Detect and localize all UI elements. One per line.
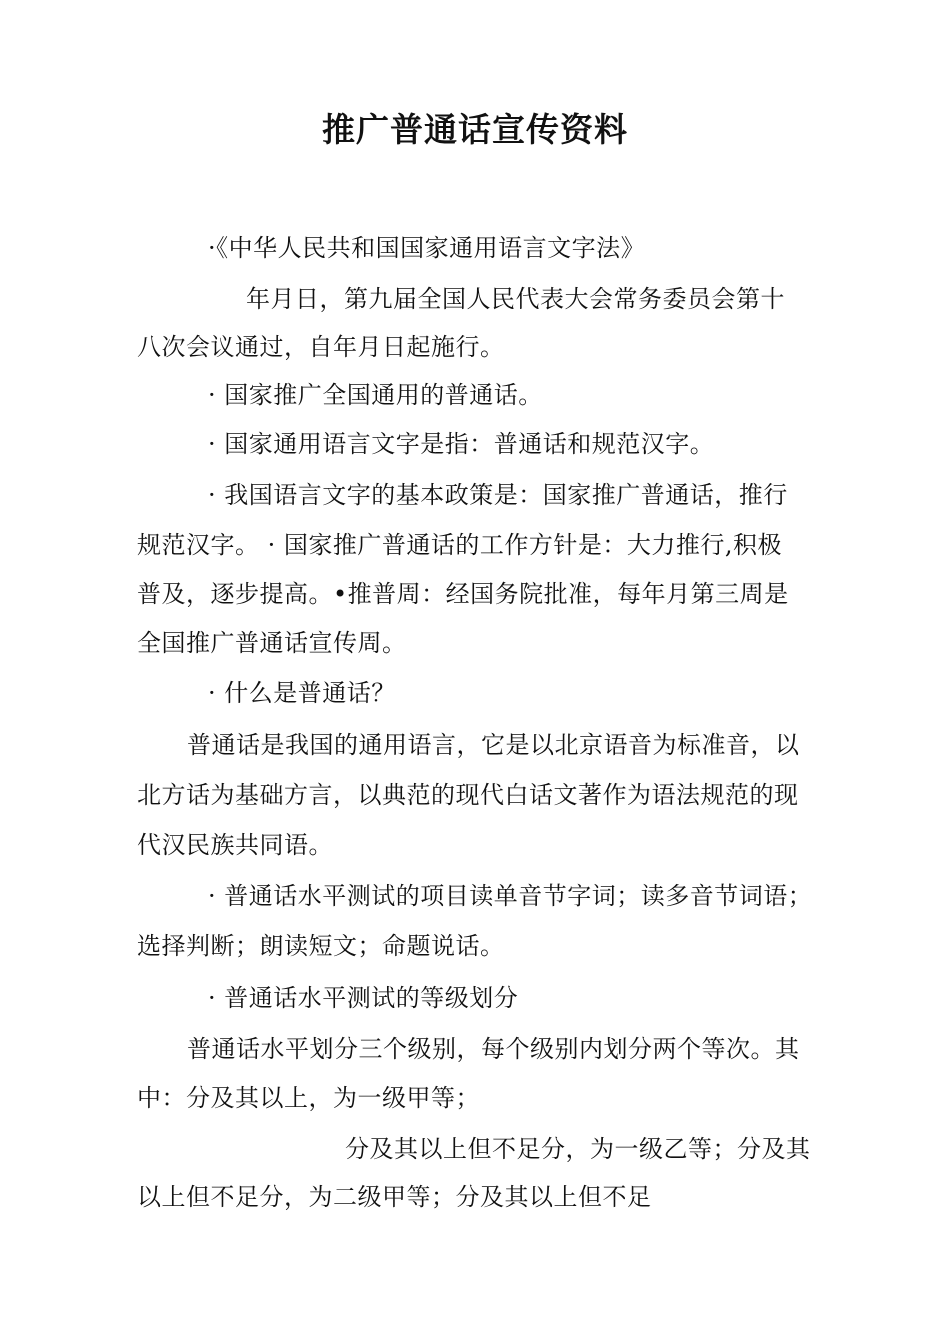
paragraph-line: 普及，逐步提高。•推普周：经国务院批准，每年月第三周是 [137, 580, 789, 608]
document-title: 推广普通话宣传资料 [322, 110, 628, 149]
paragraph-line: · 国家推广全国通用的普通话。 [208, 381, 543, 409]
paragraph-line: · 普通话水平测试的项目读单音节字词；读多音节词语； [208, 882, 813, 910]
paragraph-line: 北方话为基础方言，以典范的现代白话文著作为语法规范的现 [137, 781, 799, 809]
paragraph-line: 以上但不足分，为二级甲等；分及其以上但不足 [137, 1183, 652, 1211]
paragraph-line: ·《中华人民共和国国家通用语言文字法》 [208, 234, 646, 262]
paragraph-line: 分及其以上但不足分，为一级乙等；分及其 [345, 1135, 811, 1163]
paragraph-line: · 普通话水平测试的等级划分 [208, 984, 519, 1012]
paragraph-line: 选择判断；朗读短文；命题说话。 [137, 932, 505, 960]
paragraph-line: 代汉民族共同语。 [137, 831, 333, 859]
paragraph-line: 八次会议通过，自年月日起施行。 [137, 333, 505, 361]
paragraph-line: 年月日，第九届全国人民代表大会常务委员会第十 [246, 285, 785, 313]
paragraph-line: 全国推广普通话宣传周。 [137, 629, 407, 657]
paragraph-line: 中：分及其以上，为一级甲等； [137, 1084, 480, 1112]
paragraph-line: 普通话水平划分三个级别，每个级别内划分两个等次。其 [187, 1035, 800, 1063]
paragraph-line: · 什么是普通话？ [208, 679, 396, 707]
paragraph-line: · 我国语言文字的基本政策是：国家推广普通话，推行 [208, 481, 788, 509]
paragraph-line: · 国家通用语言文字是指：普通话和规范汉字。 [208, 430, 715, 458]
paragraph-line: 规范汉字。 · 国家推广普通话的工作方针是：大力推行,积极 [137, 531, 783, 559]
paragraph-line: 普通话是我国的通用语言，它是以北京语音为标准音，以 [187, 731, 800, 759]
